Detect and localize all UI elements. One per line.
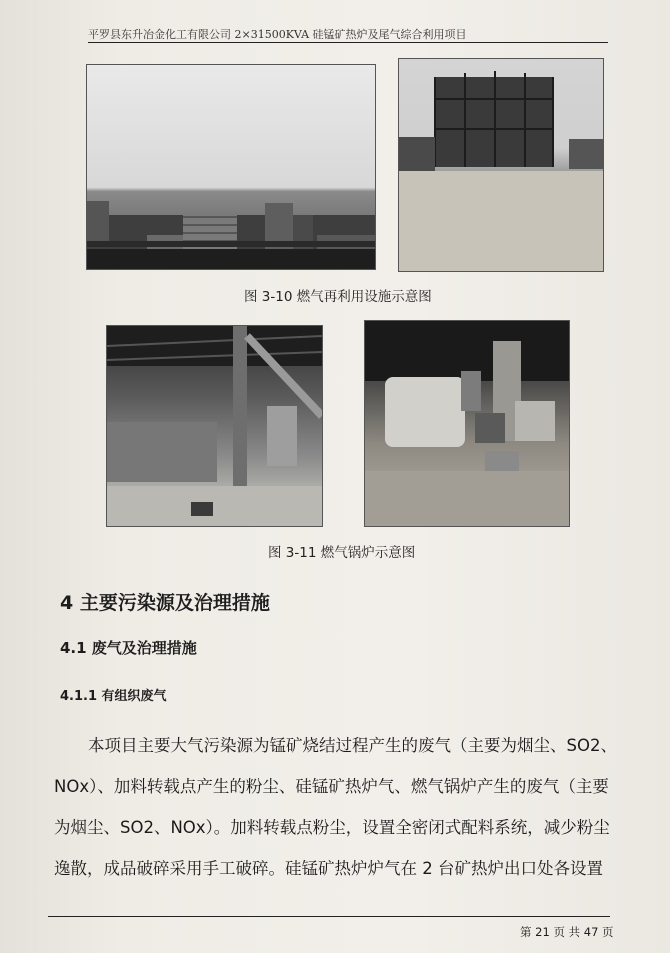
body-text-line: NOx）、加料转载点产生的粉尘、硅锰矿热炉气、燃气锅炉产生的废气（主要 xyxy=(54,777,609,796)
section-heading-4-1: 4.1 废气及治理措施 xyxy=(60,639,197,657)
body-text-line: 本项目主要大气污染源为锰矿烧结过程产生的废气（主要为烟尘、SO2、 xyxy=(88,736,617,755)
header-rule xyxy=(88,42,608,43)
photo-gas-reuse-facility-wide xyxy=(86,64,376,270)
figure-3-10-caption: 图 3-10 燃气再利用设施示意图 xyxy=(244,289,432,305)
running-header: 平罗县东升冶金化工有限公司 2×31500KVA 硅锰矿热炉及尾气综合利用项目 xyxy=(88,28,467,41)
page-number: 第 21 页 共 47 页 xyxy=(520,925,614,939)
photo-gas-boiler-closeup xyxy=(364,320,570,527)
footer-rule xyxy=(48,916,610,917)
photo-gas-boiler-room xyxy=(106,325,323,527)
section-heading-4-1-1: 4.1.1 有组织废气 xyxy=(60,689,167,704)
body-text-line: 为烟尘、SO2、NOx）。加料转载点粉尘，设置全密闭式配料系统，减少粉尘 xyxy=(54,818,610,837)
body-text-line: 逸散，成品破碎采用手工破碎。硅锰矿热炉炉气在 2 台矿热炉出口处各设置 xyxy=(54,859,603,878)
photo-gas-holder-tank xyxy=(398,58,604,272)
figure-3-11-caption: 图 3-11 燃气锅炉示意图 xyxy=(268,545,416,561)
section-heading-4: 4 主要污染源及治理措施 xyxy=(60,592,270,614)
